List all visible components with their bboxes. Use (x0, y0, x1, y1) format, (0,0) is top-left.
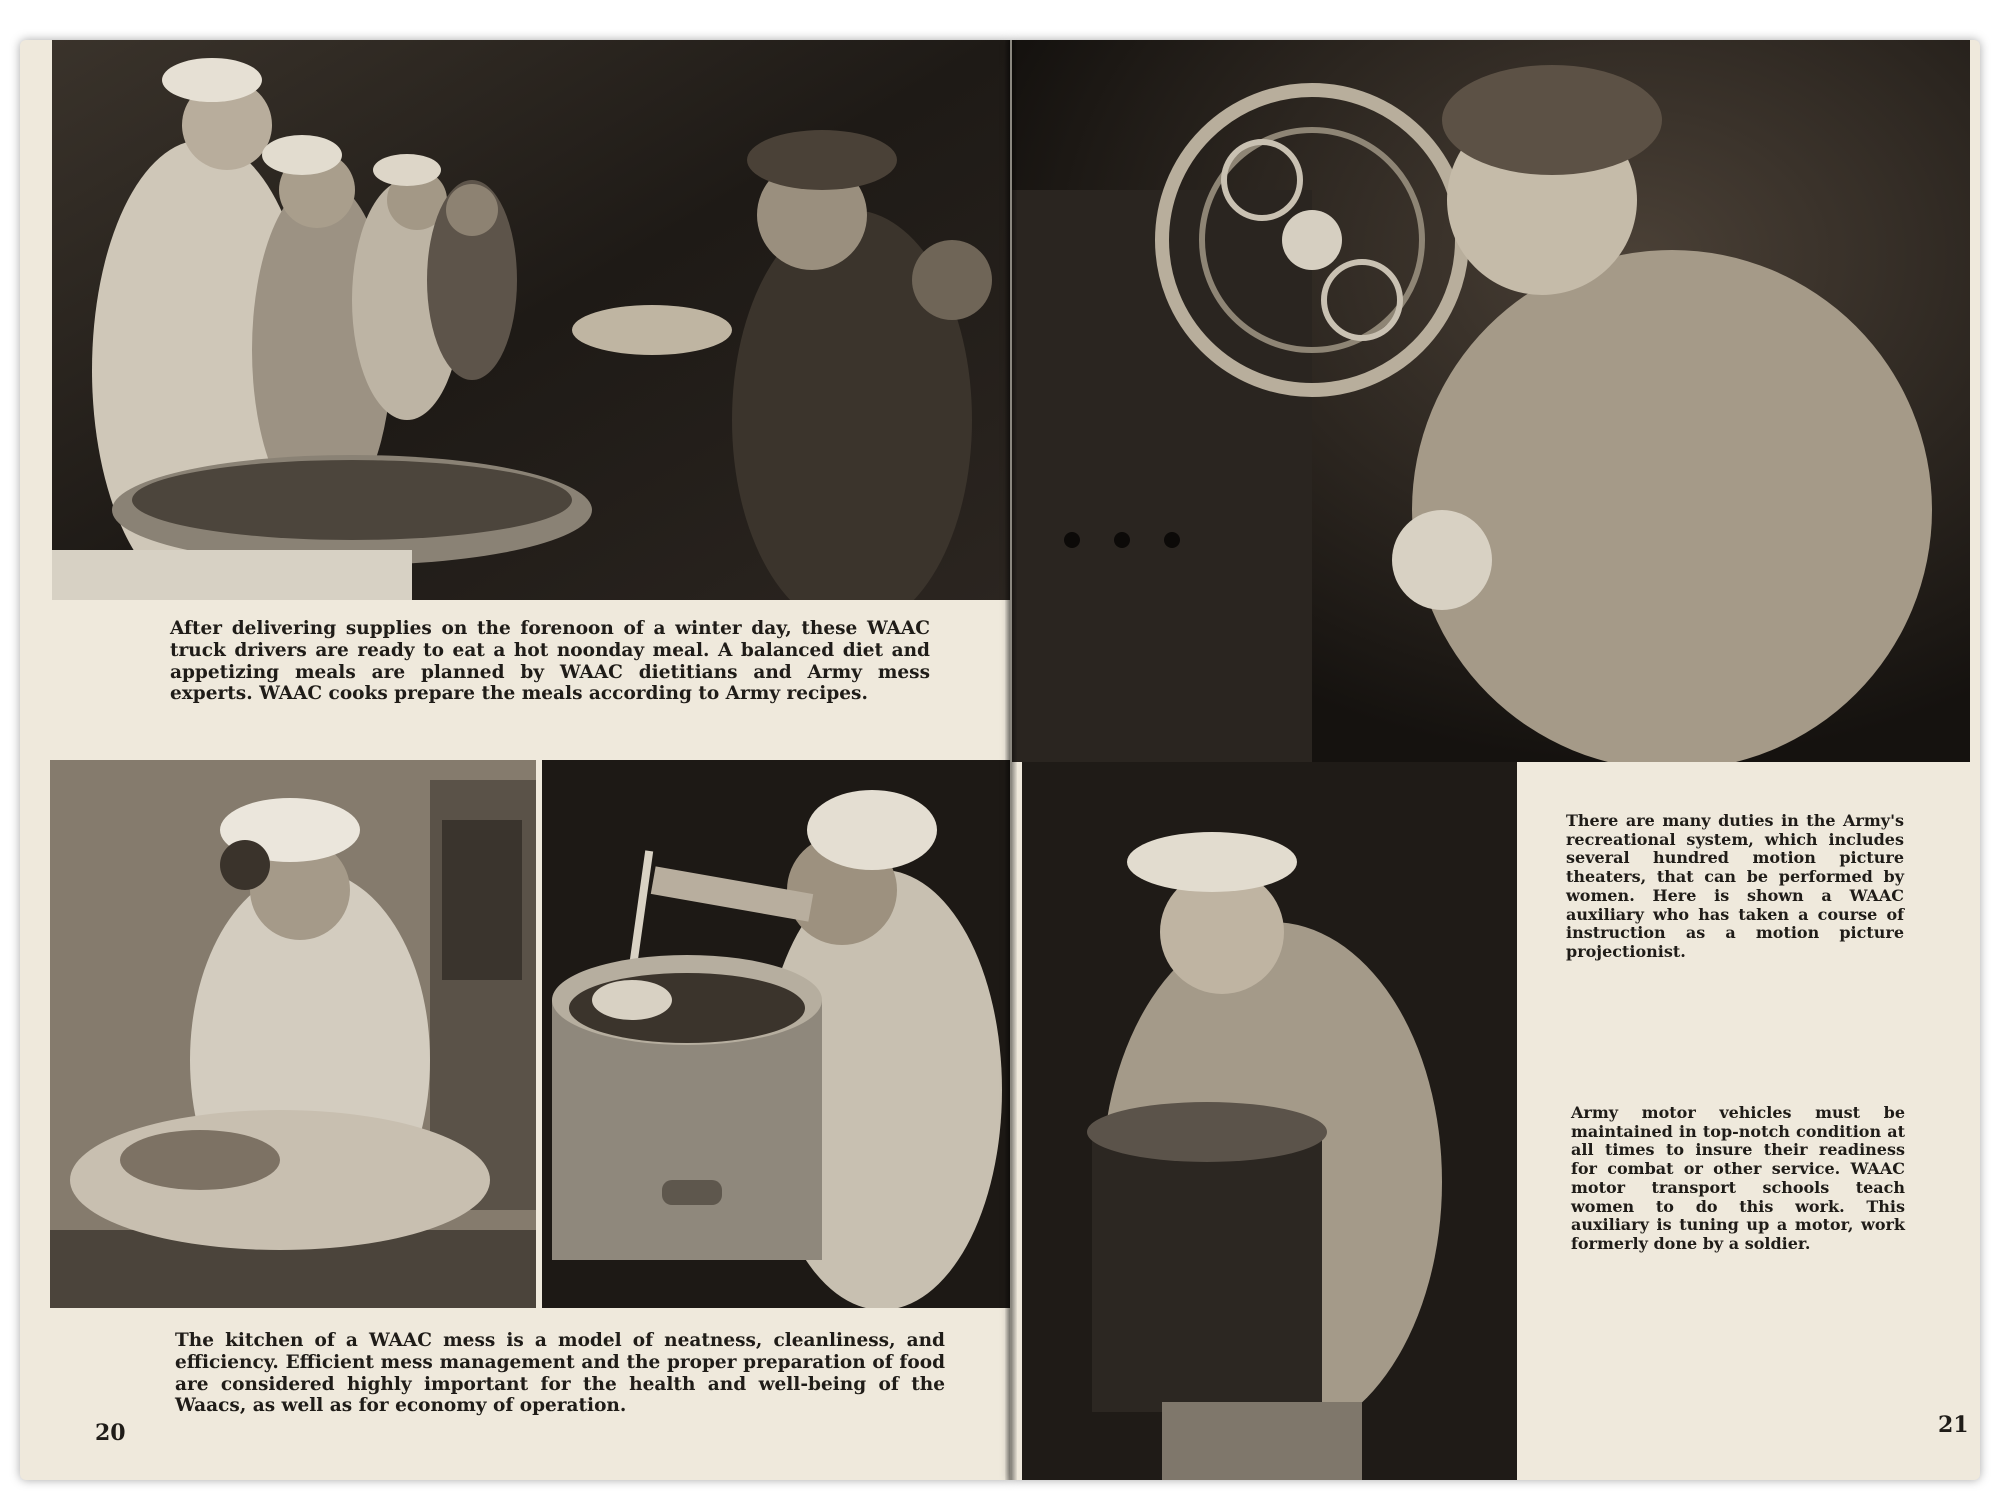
open-booklet (20, 40, 1980, 1480)
photo-projectionist (1012, 40, 1970, 762)
page-number-left: 20 (95, 1420, 126, 1446)
photo-mess-serving-line (52, 40, 1010, 600)
photo-cook-cutting-meat (50, 760, 536, 1308)
left-page (20, 40, 1010, 1480)
caption-projectionist: There are many duties in the Army's recreational system, which includes several hundred motion picture theaters, that can be performed by women. Here is shown a WAAC auxiliary who has taken a course of instruction as a motion picture projectionist. (1566, 811, 1904, 962)
caption-mess-serving-line: After delivering supplies on the forenoon of a winter day, these WAAC truck drivers are ready to eat a hot noonday meal. A balanced diet and appetizing meals are planned by WAAC dietitians and Army mess experts. WAAC cooks prepare the meals according to Army recipes. (170, 618, 930, 705)
right-page (1010, 40, 1980, 1480)
page-number-right: 21 (1938, 1412, 1969, 1438)
book-gutter (1005, 40, 1017, 1480)
caption-motor-vehicles: Army motor vehicles must be maintained in top-notch condition at all times to insure their readiness for combat or other service. WAAC motor transport schools teach women to do this work. This auxiliary is tuning up a motor, work formerly done by a soldier. (1571, 1103, 1905, 1254)
photo-cook-stirring-pot (542, 760, 1010, 1308)
photo-motor-mechanic (1022, 762, 1517, 1480)
caption-kitchen-mess: The kitchen of a WAAC mess is a model of neatness, cleanliness, and efficiency. Efficient mess management and the proper preparation of food are considered highly important for the health and well-being of the Waacs, as well as for economy of operation. (175, 1330, 945, 1417)
